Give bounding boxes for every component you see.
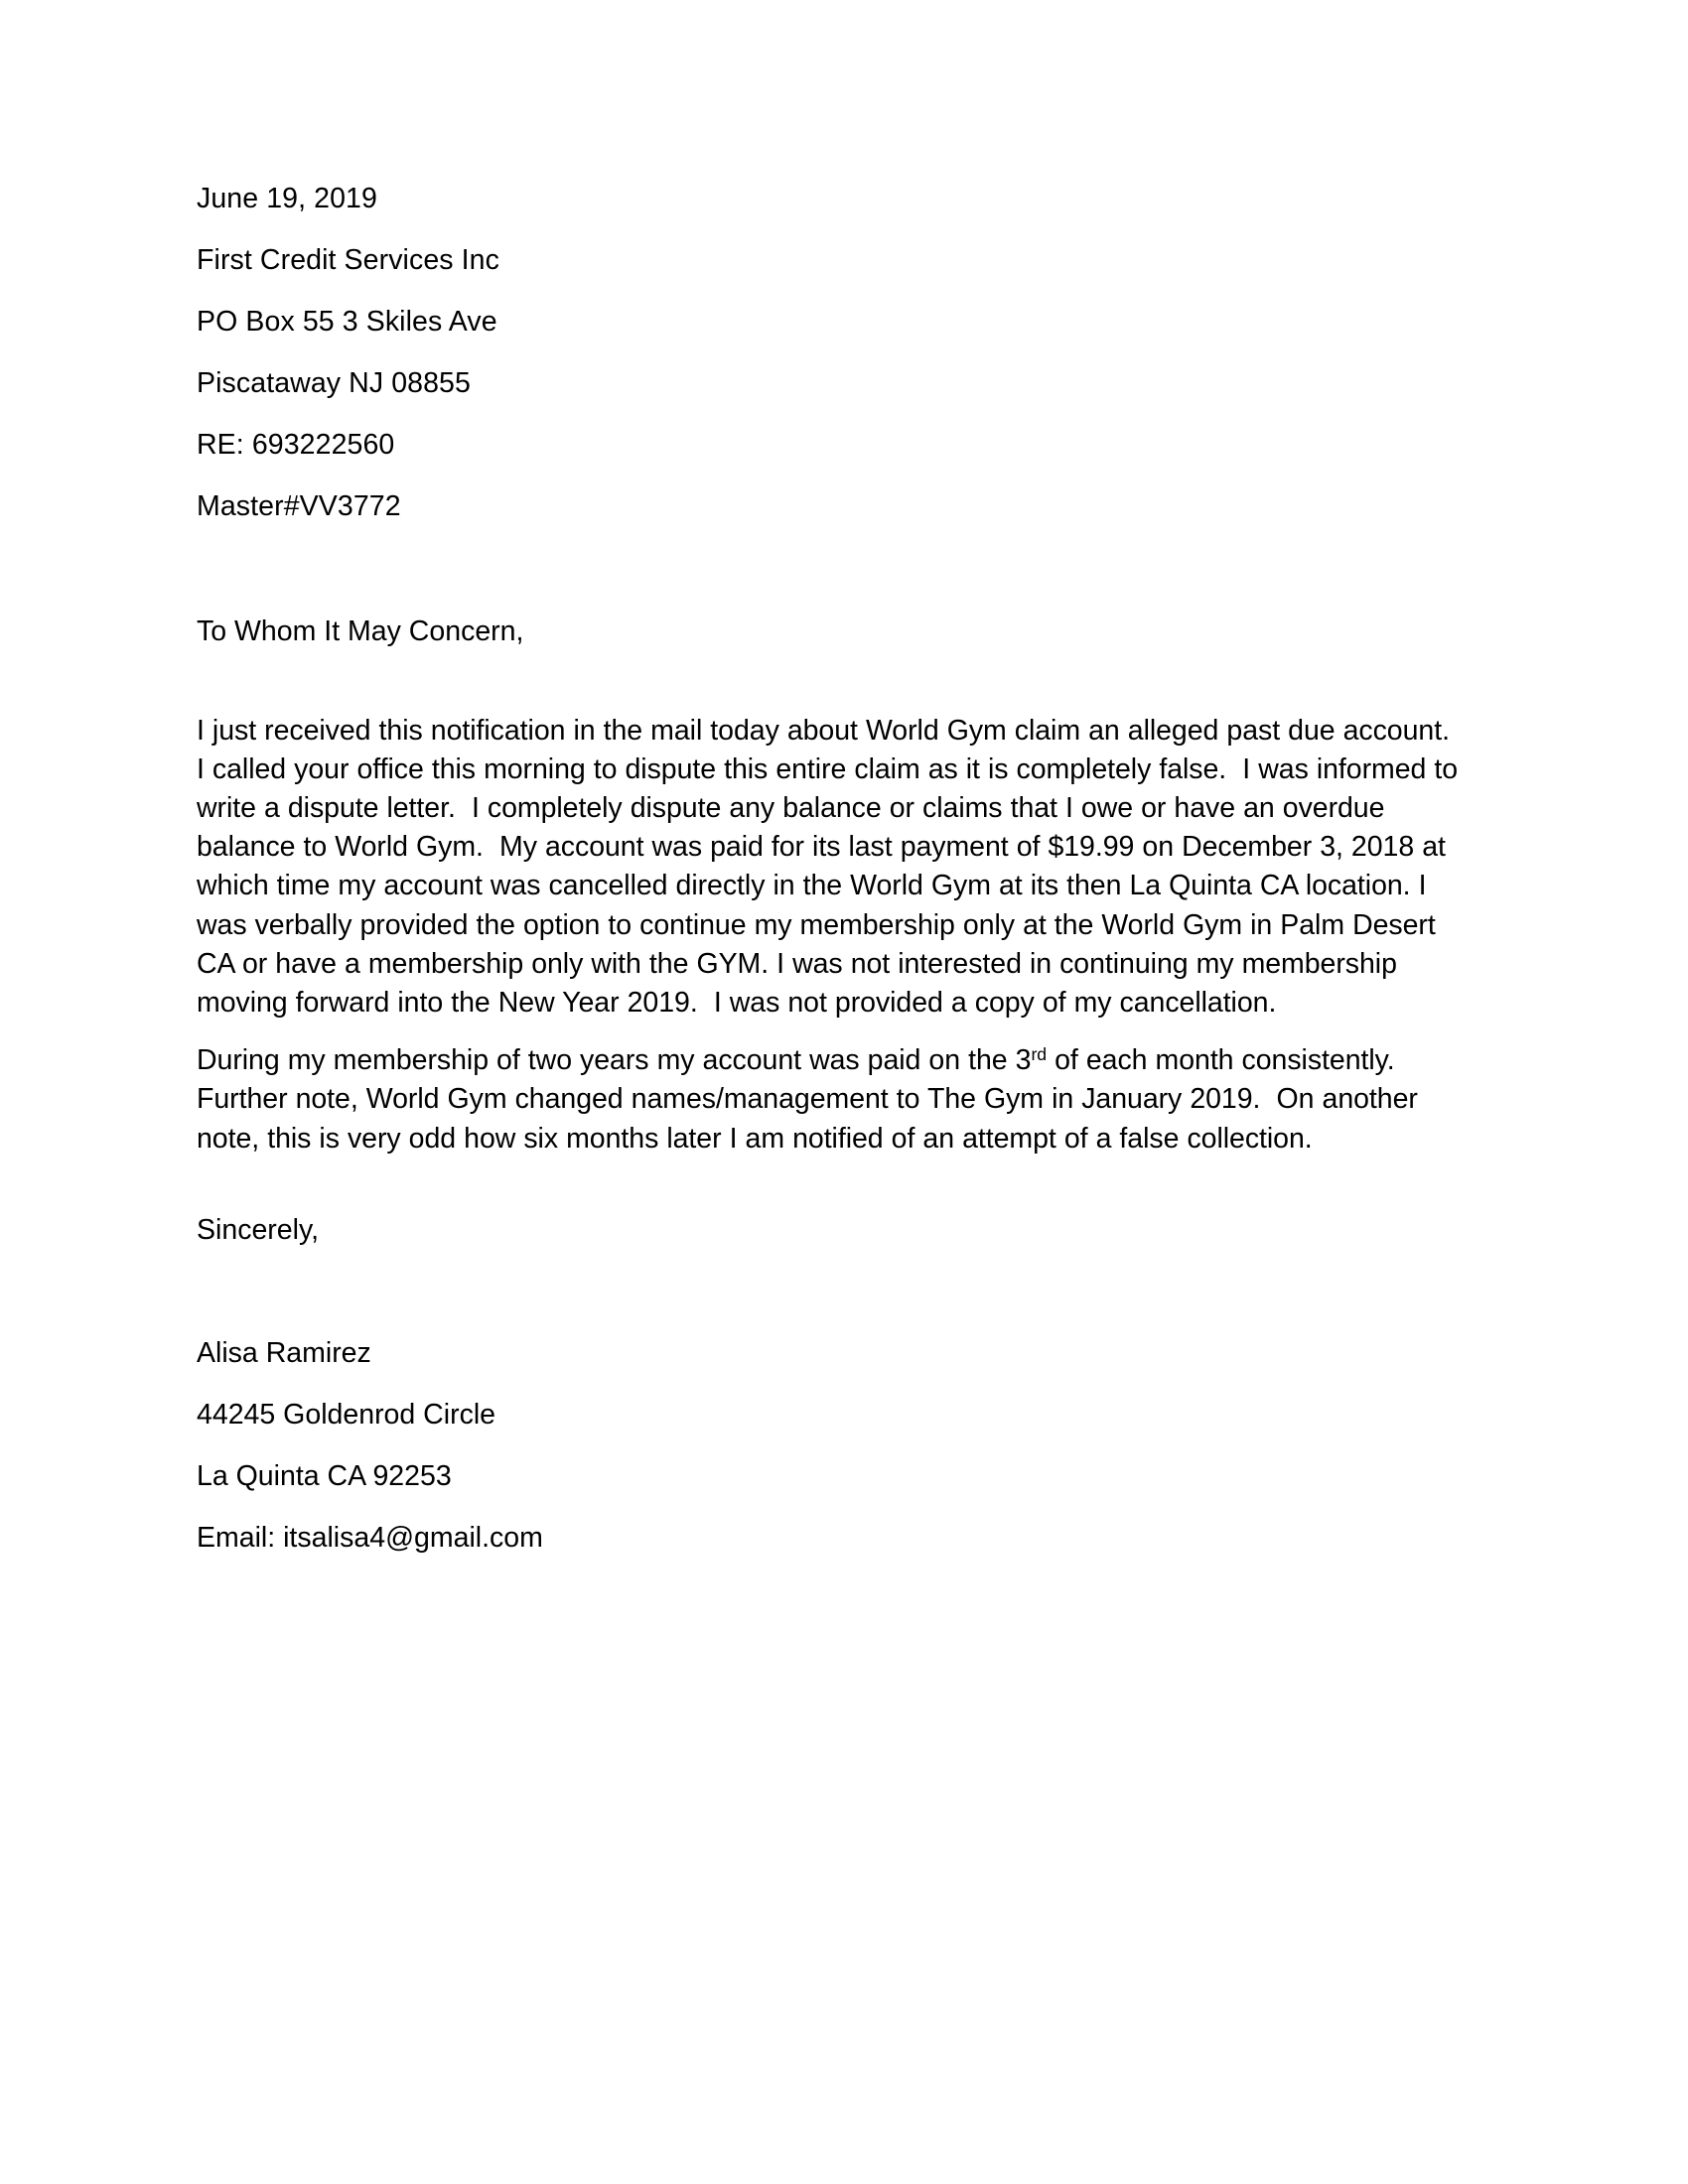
body-paragraph-2-part-b: of each month consistently. Further note, World Gym changed names/management to The Gym in January 2019. On another note, this is very odd how six months later I am notified of an attempt of a false collection.: [197, 1044, 1426, 1155]
master-number-line: Master#VV3772: [197, 490, 401, 522]
body-paragraph-2-part-a: During my membership of two years my account was paid on the 3: [197, 1044, 1032, 1077]
body-paragraph-1: I just received this notification in the mail today about World Gym claim an alleged past due account. I called your office this morning to dispute this entire claim as it is completely false. I was informed to write a dispute letter. I completely dispute any balance or claims that I owe or have an overdue balance to World Gym. My account was paid for its last payment of $19.99 on December 3, 2018 at which time my account was cancelled directly in the World Gym at its then La Quinta CA location. I was verbally provided the option to continue my membership only at the World Gym in Palm Desert CA or have a membership only with the GYM. I was not interested in continuing my membership moving forward into the New Year 2019. I was not provided a copy of my cancellation.: [197, 714, 1467, 1019]
sender-address-line-2: La Quinta CA 92253: [197, 1459, 452, 1492]
letter-body: [197, 183, 1467, 1585]
recipient-address-line-2: Piscataway NJ 08855: [197, 367, 471, 399]
sender-email: Email: itsalisa4@gmail.com: [197, 1521, 543, 1554]
letter-date: June 19, 2019: [197, 183, 377, 214]
ordinal-suffix-rd: rd: [1031, 1043, 1048, 1064]
spacer-after-header: [197, 554, 1463, 617]
recipient-address-line-1: PO Box 55 3 Skiles Ave: [197, 306, 497, 338]
salutation: To Whom It May Concern,: [197, 615, 524, 647]
valediction: Sincerely,: [197, 1213, 320, 1246]
sender-name: Alisa Ramirez: [197, 1336, 371, 1369]
body-paragraph-2: [197, 1041, 1463, 1159]
reference-number-line: RE: 693222560: [197, 429, 395, 461]
signature-space: [197, 1278, 1463, 1339]
sender-address-line-1: 44245 Goldenrod Circle: [197, 1398, 496, 1431]
recipient-name: First Credit Services Inc: [197, 244, 499, 276]
spacer-before-closing: [197, 1159, 1463, 1216]
spacer-after-salutation: [197, 646, 1463, 712]
